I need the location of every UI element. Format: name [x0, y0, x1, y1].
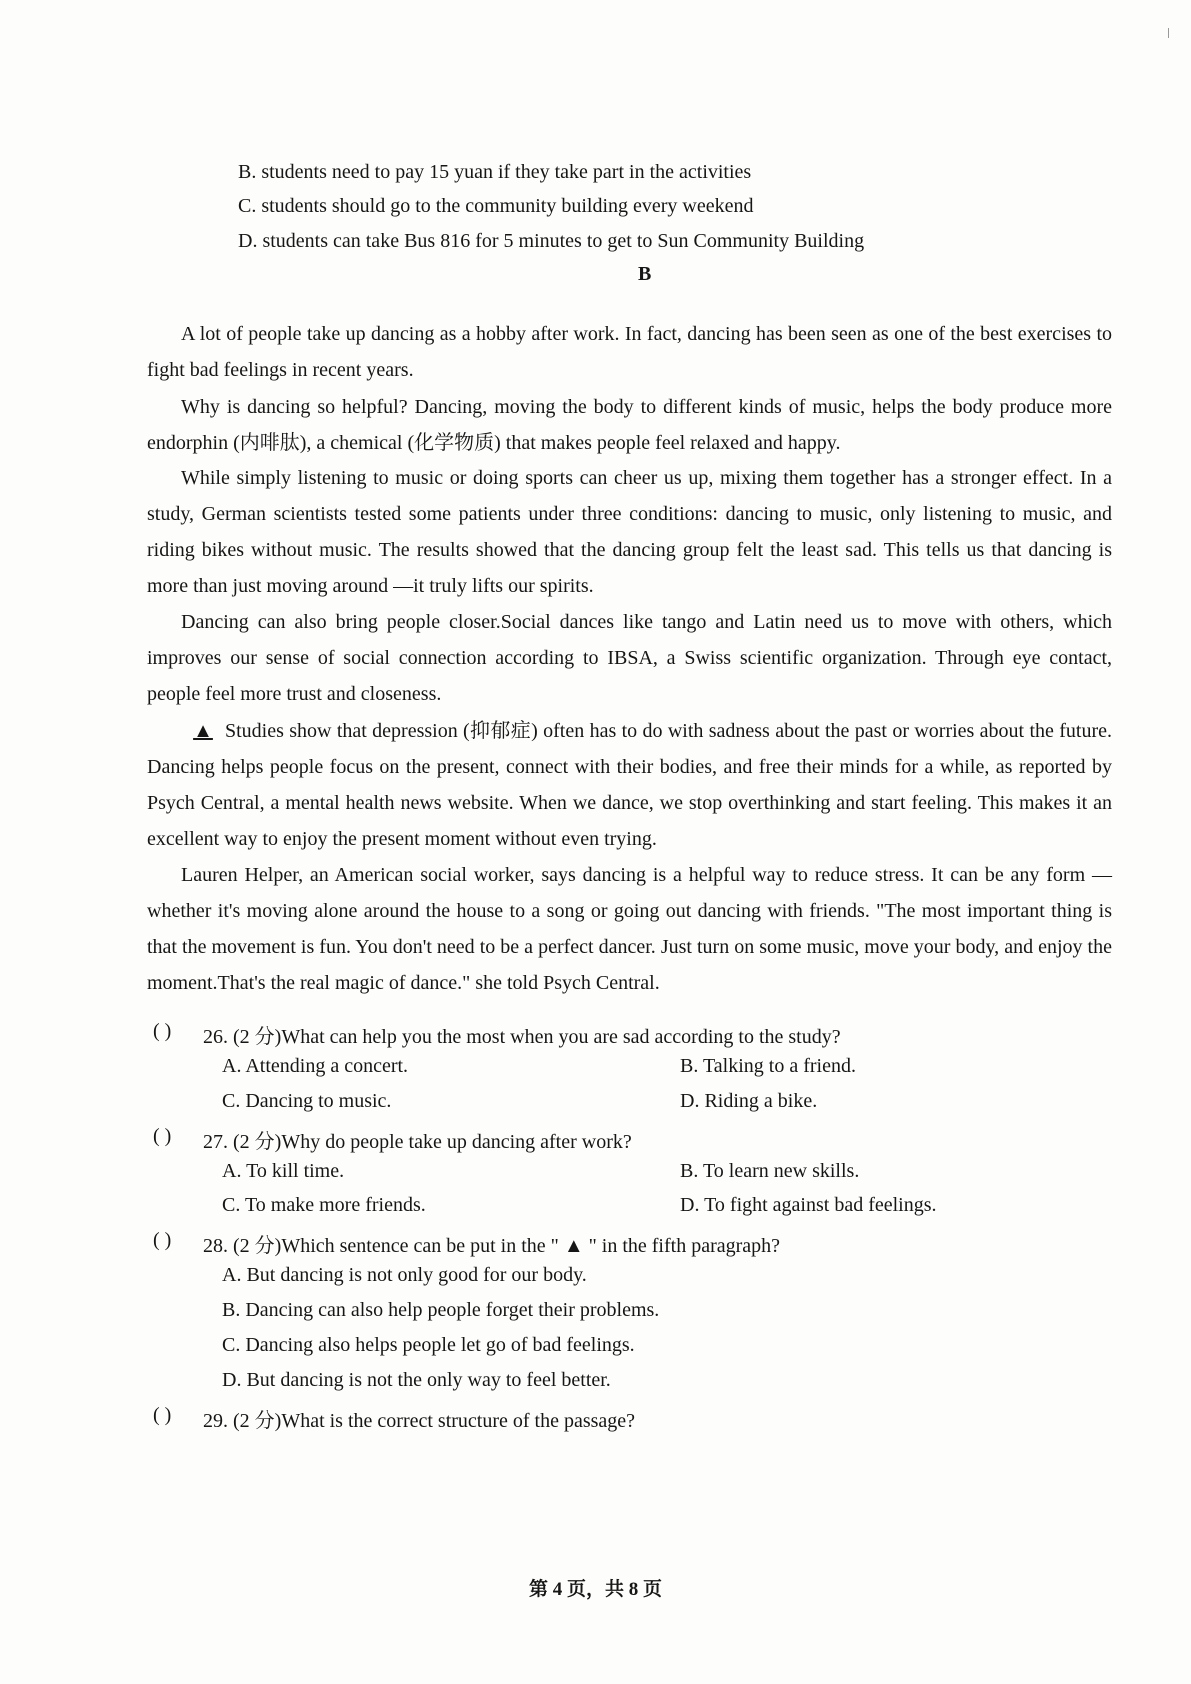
option: A. To kill time. — [222, 1160, 345, 1182]
prev-option-d: D. students can take Bus 816 for 5 minutes to get to Sun Community Building — [238, 230, 865, 252]
prev-option-c: C. students should go to the community building every weekend — [238, 195, 754, 217]
question-stem: 29. (2 分)What is the correct structure of the passage? — [203, 1410, 636, 1432]
paragraph-3: While simply listening to music or doing sports can cheer us up, mixing them together has a stronger effect. In a study, German scientists tested some patients under three conditions: dancing to music, only listening to music, and riding bikes without music. The results showed that the dancing group felt the least sad. This tells us that dancing is more than just moving around —it truly lifts our spirits. — [147, 467, 1112, 597]
question-stem: 27. (2 分)Why do people take up dancing after work? — [203, 1131, 632, 1153]
answer-bracket[interactable]: ( ) — [153, 1125, 172, 1147]
option: D. To fight against bad feelings. — [680, 1194, 937, 1216]
option: B. To learn new skills. — [680, 1160, 860, 1182]
answer-bracket[interactable]: ( ) — [153, 1229, 172, 1251]
page-footer: 第 4 页，共 8 页 — [528, 1579, 662, 1600]
option: A. Attending a concert. — [222, 1055, 409, 1077]
answer-bracket[interactable]: ( ) — [153, 1020, 172, 1042]
paragraph-2: Why is dancing so helpful? Dancing, moving the body to different kinds of music, helps the body produce more endorphin (内啡肽), a chemical (化学物质) that makes people feel relaxed and happy. — [147, 396, 1112, 454]
answer-bracket[interactable]: ( ) — [153, 1404, 172, 1426]
option: B. Dancing can also help people forget their problems. — [222, 1299, 660, 1321]
blank-marker: ▲ — [193, 720, 213, 742]
scan-mark — [1168, 28, 1169, 38]
option: A. But dancing is not only good for our body. — [222, 1264, 587, 1286]
question-stem: 26. (2 分)What can help you the most when you are sad according to the study? — [203, 1026, 841, 1048]
option: D. But dancing is not the only way to feel better. — [222, 1369, 611, 1391]
prev-option-b: B. students need to pay 15 yuan if they take part in the activities — [238, 161, 752, 183]
option: B. Talking to a friend. — [680, 1055, 856, 1077]
paragraph-4: Dancing can also bring people closer.Social dances like tango and Latin need us to move with others, which improves our sense of social connection according to IBSA, a Swiss scientific organization. Through eye contact, people feel more trust and closeness. — [147, 611, 1112, 705]
option: C. To make more friends. — [222, 1194, 426, 1216]
option: D. Riding a bike. — [680, 1090, 818, 1112]
paragraph-1: A lot of people take up dancing as a hobby after work. In fact, dancing has been seen as one of the best exercises to fight bad feelings in recent years. — [147, 323, 1112, 381]
question-stem: 28. (2 分)Which sentence can be put in the " ▲ " in the fifth paragraph? — [203, 1235, 781, 1257]
section-label: B — [638, 263, 652, 285]
paragraph-5: ▲ Studies show that depression (抑郁症) often has to do with sadness about the past or worries about the future. Dancing helps people focus on the present, connect with their bodies, and free their minds for a while, as reported by Psych Central, a mental health news website. When we dance, we stop overthinking and start feeling. This makes it an excellent way to enjoy the present moment without even trying. — [147, 713, 1112, 857]
option: C. Dancing also helps people let go of bad feelings. — [222, 1334, 635, 1356]
paragraph-6: Lauren Helper, an American social worker, says dancing is a helpful way to reduce stress. It can be any form —whether it's moving alone around the house to a song or going out dancing with friends. "The most important thing is that the movement is fun. You don't need to be a perfect dancer. Just turn on some music, move your body, and enjoy the moment.That's the real magic of dance." she told Psych Central. — [147, 864, 1112, 994]
option: C. Dancing to music. — [222, 1090, 392, 1112]
